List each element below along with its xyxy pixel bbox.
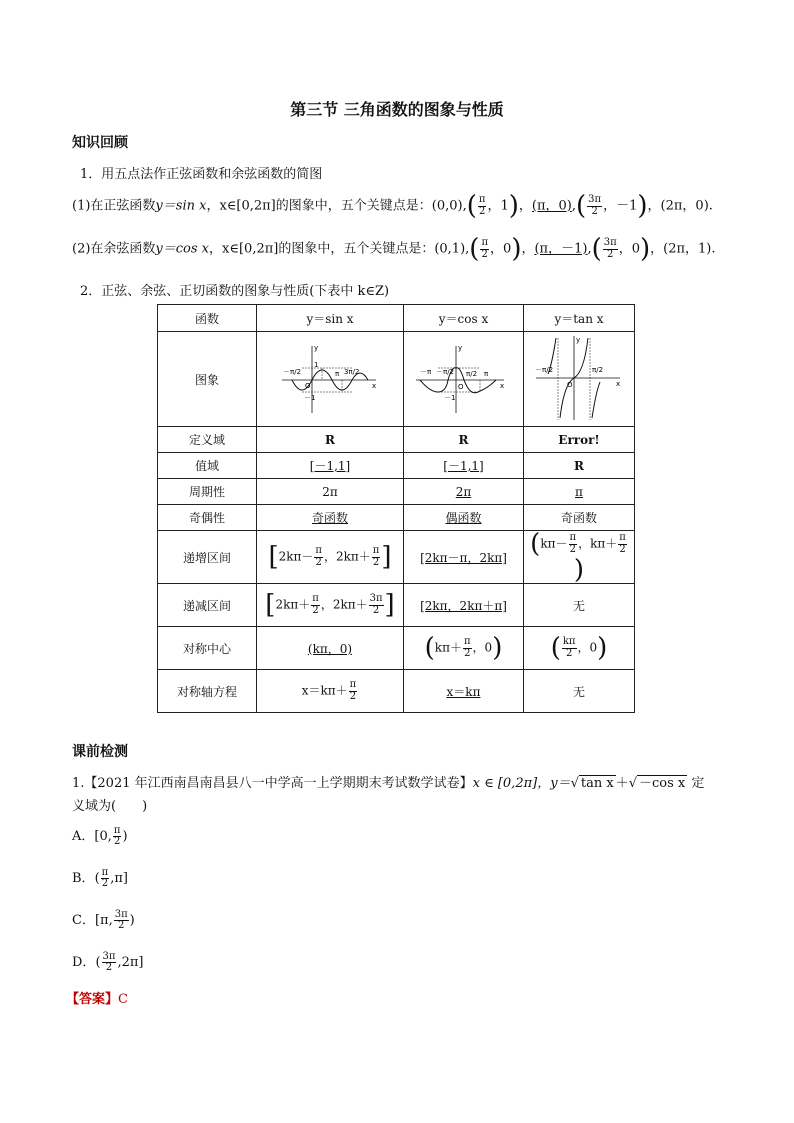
cos-graph [404, 332, 524, 427]
svg-text:y: y [576, 335, 581, 344]
tan-period: π [524, 479, 635, 505]
option-b[interactable]: B．( $\frac{\pi}{2}$ ,π] [72, 866, 128, 889]
cos-parity: 偶函数 [404, 505, 524, 531]
section-heading-review: 知识回顾 [72, 135, 128, 151]
row-label-graph: 图象 [158, 332, 257, 427]
svg-text:π: π [483, 369, 488, 378]
cos-period: 2π [404, 479, 524, 505]
cos-domain: R [404, 427, 524, 453]
row-label-increasing: 递增区间 [158, 531, 257, 584]
question-1-line-2: 义域为( ) [72, 799, 148, 814]
tan-domain: Error! [524, 427, 635, 453]
tan-center: ( $\frac{k\pi}{2}$ ，0) [524, 627, 635, 670]
svg-text:y: y [314, 343, 319, 352]
tan-axis: 无 [524, 670, 635, 713]
tan-increasing: (kπ－ $\frac{\pi}{2}$ ，kπ＋ $\frac{\pi}{2}$ ) [524, 531, 635, 584]
section-heading-quiz: 课前检测 [72, 744, 128, 760]
sin-keypoints-line: (1)在正弦函数y＝sin x，x∈[0,2π]的图象中，五个关键点是：(0,0),( $\frac{\pi}{2}$ ，1)，(π，0),( $\frac{3\pi}{2}$ ，－1)，(2π，0). [72, 191, 713, 221]
sin-graph [257, 332, 404, 427]
trig-properties-table [157, 304, 635, 713]
item-1-text: 1．用五点法作正弦函数和余弦函数的简图 [80, 167, 323, 182]
svg-text:－1: －1 [443, 393, 455, 402]
row-label-range: 值域 [158, 453, 257, 479]
svg-text:－1: －1 [304, 393, 316, 402]
tan-parity: 奇函数 [524, 505, 635, 531]
row-label-domain: 定义域 [158, 427, 257, 453]
option-d[interactable]: D．( $\frac{3\pi}{2}$ ,2π] [72, 950, 144, 973]
header-function: 函数 [158, 305, 257, 332]
svg-text:3π/2: 3π/2 [344, 367, 360, 376]
svg-text:x: x [372, 381, 377, 390]
sin-period: 2π [257, 479, 404, 505]
svg-text:O: O [305, 381, 311, 390]
row-label-parity: 奇偶性 [158, 505, 257, 531]
header-sin: y＝sin x [257, 305, 404, 332]
sin-increasing: [2kπ－ $\frac{\pi}{2}$ ，2kπ＋ $\frac{\pi}{2}$ ] [257, 531, 404, 584]
svg-text:－π/2: －π/2 [435, 367, 454, 376]
question-1-line-1: 1.【2021 年江西南昌南昌县八一中学高一上学期期末考试数学试卷】x ∈ [0,2π]，y＝√ tan x ＋√ －cos x 定 [72, 776, 705, 791]
item-2-text: 2．正弦、余弦、正切函数的图象与性质(下表中 k∈Z) [80, 284, 390, 299]
svg-text:y: y [457, 343, 462, 352]
sin-parity: 奇函数 [257, 505, 404, 531]
cos-range: [－1,1] [404, 453, 524, 479]
tan-range: R [524, 453, 635, 479]
header-cos: y＝cos x [404, 305, 524, 332]
svg-text:－π: －π [419, 367, 431, 376]
sin-range: [－1,1] [257, 453, 404, 479]
svg-text:π/2: π/2 [592, 365, 604, 374]
option-c[interactable]: C．[π, $\frac{3\pi}{2}$ ) [72, 908, 135, 931]
option-a[interactable]: A．[0, $\frac{\pi}{2}$ ) [72, 824, 128, 847]
svg-text:x: x [616, 379, 621, 388]
tan-decreasing: 无 [524, 584, 635, 627]
svg-text:1: 1 [314, 360, 319, 369]
cos-decreasing: [2kπ，2kπ＋π] [404, 584, 524, 627]
answer-tag: 【答案】 [66, 992, 119, 1007]
cos-increasing: [2kπ－π，2kπ] [404, 531, 524, 584]
cos-center: (kπ＋ $\frac{\pi}{2}$ ，0) [404, 627, 524, 670]
sin-decreasing: [2kπ＋ $\frac{\pi}{2}$ ，2kπ＋ $\frac{3\pi}{2}$ ] [257, 584, 404, 627]
page-title: 第三节 三角函数的图象与性质 [290, 100, 504, 119]
sin-axis: x＝kπ＋ $\frac{\pi}{2}$ [257, 670, 404, 713]
header-tan: y＝tan x [524, 305, 635, 332]
svg-text:π: π [335, 369, 340, 378]
svg-text:－π/2: －π/2 [283, 367, 302, 376]
svg-text:π/2: π/2 [465, 369, 477, 378]
row-label-center: 对称中心 [158, 627, 257, 670]
row-label-axis: 对称轴方程 [158, 670, 257, 713]
tan-graph [524, 332, 635, 427]
sin-domain: R [257, 427, 404, 453]
cos-axis: x＝kπ [404, 670, 524, 713]
row-label-period: 周期性 [158, 479, 257, 505]
svg-text:－π/2: －π/2 [535, 365, 554, 374]
svg-text:O: O [457, 382, 464, 391]
answer-value: C [118, 992, 128, 1007]
answer-line [66, 988, 128, 1007]
svg-text:x: x [499, 381, 504, 390]
svg-text:O: O [567, 380, 573, 389]
row-label-decreasing: 递减区间 [158, 584, 257, 627]
cos-keypoints-line: (2)在余弦函数y＝cos x，x∈[0,2π]的图象中，五个关键点是：(0,1),( $\frac{\pi}{2}$ ，0)，(π，－1),( $\frac{3\pi}{2}$ ，0)，(2π，1). [72, 234, 716, 264]
sin-center: (kπ，0) [257, 627, 404, 670]
